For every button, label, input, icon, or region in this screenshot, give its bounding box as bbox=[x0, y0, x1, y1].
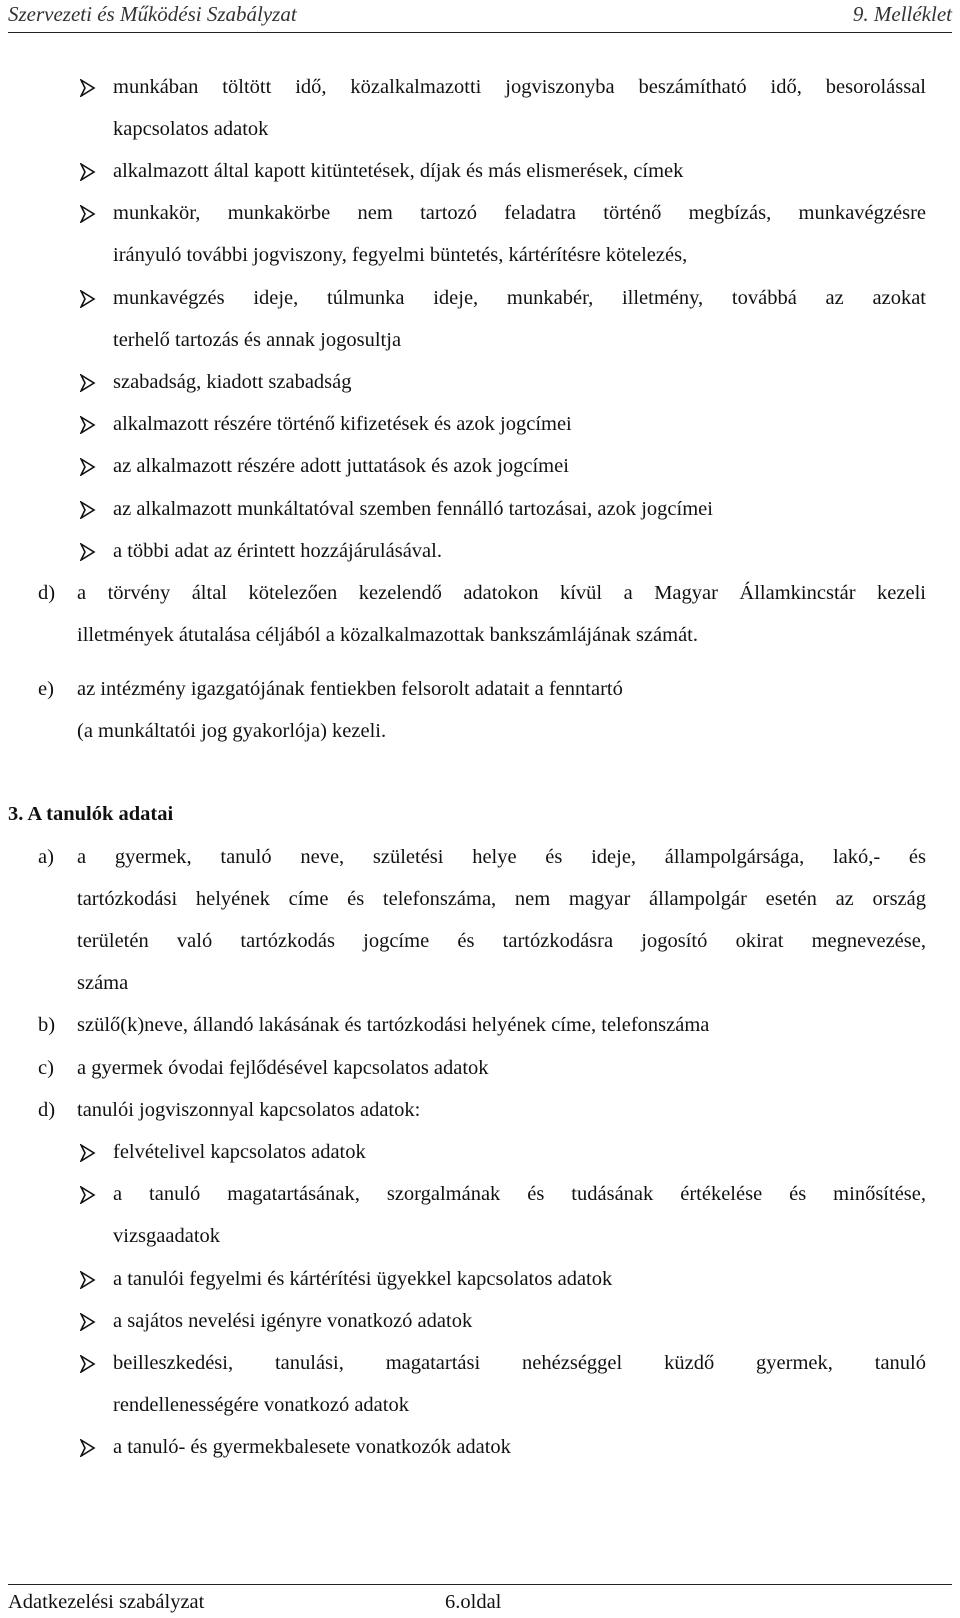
paragraph-line: a gyermek óvodai fejlődésével kapcsolatos adatok bbox=[77, 1057, 489, 1079]
list-item-cont: terhelő tartozás és annak jogosultja bbox=[113, 329, 402, 351]
arrow-icon bbox=[80, 501, 96, 519]
item-label: e) bbox=[38, 678, 54, 700]
arrow-icon bbox=[80, 458, 96, 476]
item-label: d) bbox=[38, 1099, 56, 1121]
paragraph-line: a törvény által kötelezően kezelendő adatokon kívül a Magyar Államkincstár kezeli bbox=[77, 582, 926, 604]
paragraph-line: a gyermek, tanuló neve, születési helye és ideje, állampolgársága, lakó,- és bbox=[77, 846, 926, 868]
list-item: munkavégzés ideje, túlmunka ideje, munkabér, illetmény, továbbá az azokat bbox=[113, 287, 926, 309]
list-item: felvételivel kapcsolatos adatok bbox=[113, 1141, 366, 1163]
footer-title: Adatkezelési szabályzat bbox=[8, 1591, 205, 1613]
page-number: 6.oldal bbox=[445, 1591, 502, 1613]
page-header bbox=[8, 0, 952, 33]
list-item: alkalmazott által kapott kitüntetések, díjak és más elismerések, címek bbox=[113, 160, 684, 182]
paragraph-line: száma bbox=[77, 972, 129, 994]
paragraph-line: az intézmény igazgatójának fentiekben felsorolt adatait a fenntartó bbox=[77, 678, 623, 700]
list-item: az alkalmazott munkáltatóval szemben fennálló tartozásai, azok jogcímei bbox=[113, 498, 713, 520]
page-footer bbox=[8, 1584, 952, 1618]
item-label: c) bbox=[38, 1057, 54, 1079]
list-item: alkalmazott részére történő kifizetések és azok jogcímei bbox=[113, 413, 572, 435]
list-item: a többi adat az érintett hozzájárulásával. bbox=[113, 540, 442, 562]
arrow-icon bbox=[80, 374, 96, 392]
item-label: a) bbox=[38, 846, 54, 868]
arrow-icon bbox=[80, 1313, 96, 1331]
paragraph-line: szülő(k)neve, állandó lakásának és tartózkodási helyének címe, telefonszáma bbox=[77, 1014, 710, 1036]
list-item: a tanuló magatartásának, szorgalmának és tudásának értékelése és minősítése, bbox=[113, 1183, 926, 1205]
list-item-cont: irányuló további jogviszony, fegyelmi büntetés, kártérítésre kötelezés, bbox=[113, 244, 688, 266]
list-item-cont: vizsgaadatok bbox=[113, 1225, 221, 1247]
section-heading: 3. A tanulók adatai bbox=[8, 803, 174, 825]
item-label: d) bbox=[38, 582, 56, 604]
list-item: a tanulói fegyelmi és kártérítési ügyekkel kapcsolatos adatok bbox=[113, 1268, 613, 1290]
arrow-icon bbox=[80, 163, 96, 181]
arrow-icon bbox=[80, 205, 96, 223]
header-title: Szervezeti és Működési Szabályzat bbox=[8, 2, 297, 26]
list-item: szabadság, kiadott szabadság bbox=[113, 371, 352, 393]
arrow-icon bbox=[80, 1355, 96, 1373]
arrow-icon bbox=[80, 1439, 96, 1457]
header-appendix: 9. Melléklet bbox=[852, 2, 952, 26]
list-item-cont: rendellenességére vonatkozó adatok bbox=[113, 1394, 409, 1416]
arrow-icon bbox=[80, 290, 96, 308]
paragraph-line: illetmények átutalása céljából a közalkalmazottak bankszámlájának számát. bbox=[77, 624, 698, 646]
list-item: a sajátos nevelési igényre vonatkozó adatok bbox=[113, 1310, 473, 1332]
paragraph-line: tartózkodási helyének címe és telefonszáma, nem magyar állampolgár esetén az ország bbox=[77, 888, 926, 910]
arrow-icon bbox=[80, 1144, 96, 1162]
arrow-icon bbox=[80, 543, 96, 561]
paragraph-line: (a munkáltatói jog gyakorlója) kezeli. bbox=[77, 720, 387, 742]
list-item: beilleszkedési, tanulási, magatartási nehézséggel küzdő gyermek, tanuló bbox=[113, 1352, 926, 1374]
list-item: a tanuló- és gyermekbalesete vonatkozók adatok bbox=[113, 1436, 511, 1458]
list-item: munkában töltött idő, közalkalmazotti jogviszonyba beszámítható idő, besorolással bbox=[113, 76, 926, 98]
list-item-cont: kapcsolatos adatok bbox=[113, 118, 269, 140]
paragraph-line: területén való tartózkodás jogcíme és tartózkodásra jogosító okirat megnevezése, bbox=[77, 930, 926, 952]
arrow-icon bbox=[80, 1186, 96, 1204]
arrow-icon bbox=[80, 79, 96, 97]
item-label: b) bbox=[38, 1014, 56, 1036]
arrow-icon bbox=[80, 1271, 96, 1289]
paragraph-line: tanulói jogviszonnyal kapcsolatos adatok: bbox=[77, 1099, 421, 1121]
arrow-icon bbox=[80, 416, 96, 434]
list-item: munkakör, munkakörbe nem tartozó feladatra történő megbízás, munkavégzésre bbox=[113, 202, 926, 224]
list-item: az alkalmazott részére adott juttatások és azok jogcímei bbox=[113, 455, 569, 477]
